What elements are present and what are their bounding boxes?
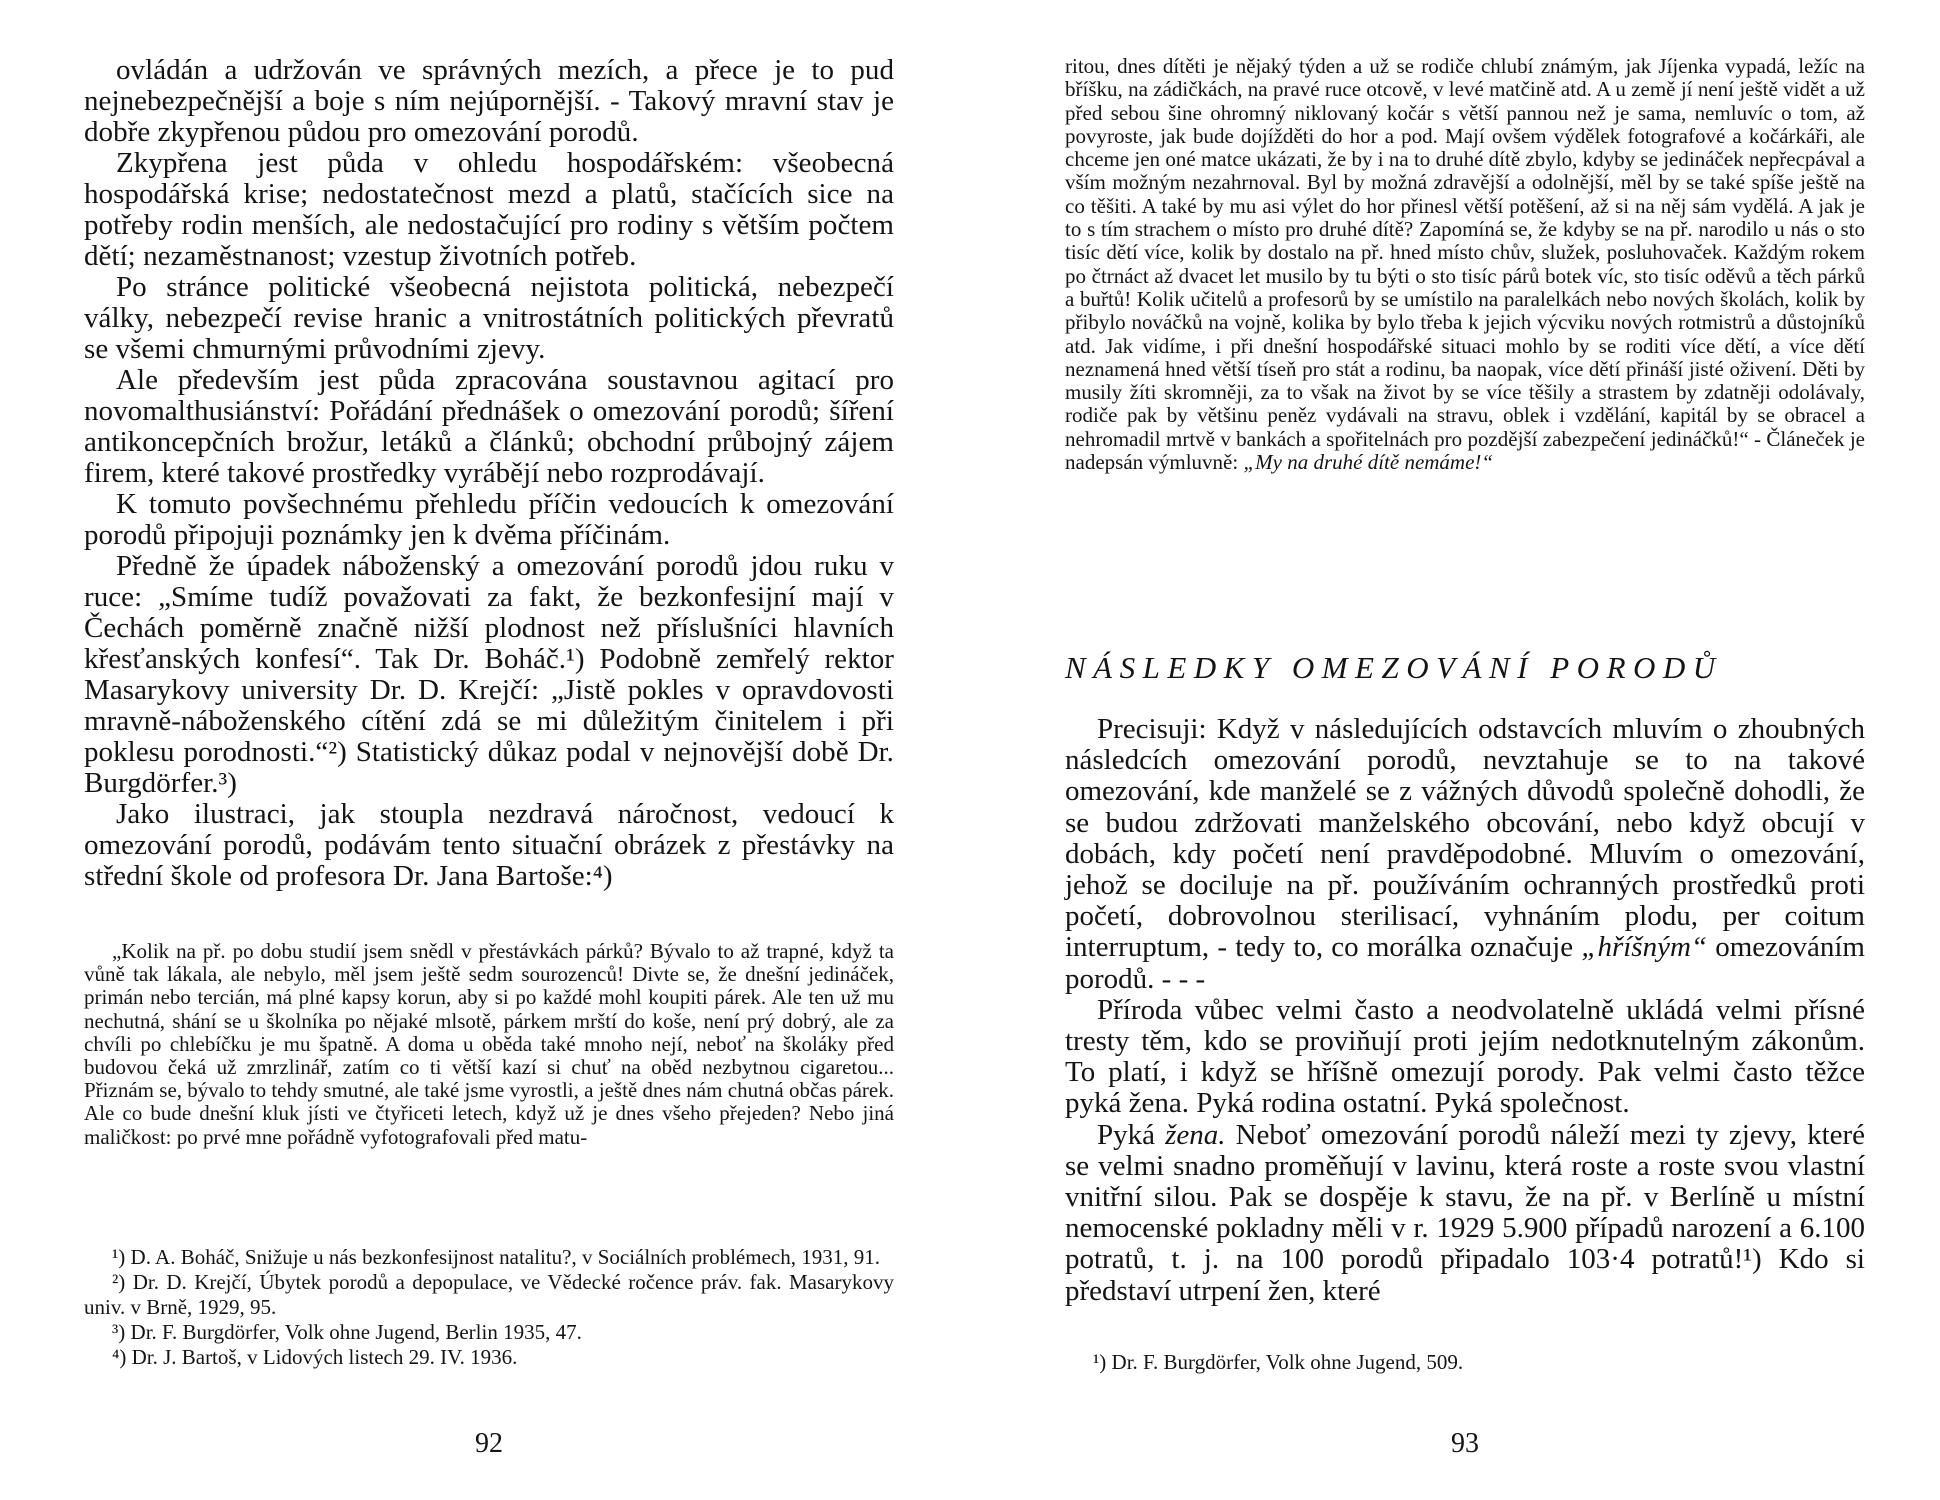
paragraph	[1065, 1120, 1865, 1307]
footnote: ³) Dr. F. Burgdörfer, Volk ohne Jugend, Berlin 1935, 47.	[112, 1320, 582, 1344]
page-number: 92	[475, 1428, 503, 1459]
paragraph: Po stránce politické všeobecná nejistota politická, nebezpečí války, nebezpečí revise hranic a vnitrostátních politických převratů se všemi chmurnými průvodními zjevy.	[84, 271, 894, 365]
paragraph: Ale především jest půda zpracována soustavnou agitací pro novomalthusiánství: Pořádání přednášek o omezování porodů; šíření antikoncepčních brožur, letáků a článků; obchodní průbojný zájem firem, které takové prostředky vyrábějí nebo rozprodávají.	[84, 364, 894, 489]
quote-paragraph	[1065, 55, 1865, 474]
emphasis: „hříšným“	[1581, 931, 1708, 964]
paragraph: Příroda vůbec velmi často a neodvolatelně ukládá velmi přísné tresty těm, kdo se proviňují proti jejím nedotknutelným zákonům. To platí, i když se hříšně omezují porody. Pak velmi často těžce pyká žena. Pyká rodina ostatní. Pyká společnost.	[1065, 993, 1865, 1120]
paragraph: K tomuto povšechnému přehledu příčin vedoucích k omezování porodů připojuji poznámky jen k dvěma příčinám.	[84, 488, 894, 551]
text-run: Pyká	[1097, 1118, 1155, 1151]
paragraph	[1065, 714, 1865, 995]
text-run: Precisuji: Když v následujících odstavcích mluvím o zhoubných následcích omezování porodů, nevztahuje se to na takové omezování, kde manželé se z vážných důvodů společně dohodli, že se budou zdržovati manželského obcování, nebo když obcují v dobách, kdy početí není pravděpodobné. Mluvím o omezování, jehož se dociluje na př. používáním ochranných prostředků proti početí, dobrovolnou sterilisací, vyhnáním plodu, per coitum interruptum, - tedy to, co morálka označuje	[1065, 713, 1865, 964]
right-page	[1065, 0, 1865, 1500]
block-quote	[84, 940, 894, 1149]
quote-paragraph: „Kolik na př. po dobu studií jsem snědl v přestávkách párků? Bývalo to až trapné, když ta vůně tak lákala, ale nebylo, měl jsem ještě sedm sourozenců! Divte se, že dnešní jedináček, primán nebo tercián, má plné kapsy korun, aby si po každé mohl koupiti párek. Ale ten už mu nechutná, shání se u školníka po nějaké mlsotě, párkem mrští do koše, není prý dobrý, ale za chvíli po chlebíčku je mu špatně. A doma u oběda také mnoho nejí, neboť na školáky před budovou čeká už zmrzlinář, zatím co ti větší kazí si chuť na oběd nezbytnou cigaretou... Přiznám se, bývalo to tehdy smutné, ale také jsme vyrostli, a ještě dnes nám chutná občas párek. Ale co bude dnešní kluk jísti ve čtyřiceti letech, když už je dnes všeho přejeden? Nebo jiná maličkost: po prvé mne pořádně vyfotografovali před matu-	[84, 939, 894, 1149]
footnotes	[1065, 1350, 1865, 1375]
emphasis: žena.	[1165, 1118, 1226, 1151]
right-main-text	[1065, 714, 1865, 1307]
paragraph: Zkypřena jest půda v ohledu hospodářském: všeobecná hospodářská krise; nedostatečnost mezd a platů, stačících sice na potřeby rodin menších, ale nedostačující pro rodiny s větším počtem dětí; nezaměstnanost; vzestup životních potřeb.	[84, 147, 894, 272]
footnote: ⁴) Dr. J. Bartoš, v Lidových listech 29. IV. 1936.	[112, 1345, 518, 1369]
page-number: 93	[1451, 1428, 1479, 1459]
chapter-title: NÁSLEDKY OMEZOVÁNÍ PORODŮ	[1065, 650, 1723, 685]
text-run: omezováním porodů. - - -	[1065, 931, 1865, 995]
left-page	[84, 0, 894, 1500]
footnotes	[84, 1245, 894, 1370]
footnote: ²) Dr. D. Krejčí, Úbytek porodů a depopulace, ve Vědecké ročence práv. fak. Masarykovy univ. v Brně, 1929, 95.	[84, 1270, 894, 1319]
text-run: Neboť omezování porodů náleží mezi ty zjevy, které se velmi snadno proměňují v lavinu, která roste a roste svou vlastní vnitřní silou. Pak se dospěje k stavu, že na př. v Berlíně u místní nemocenské pokladny měli v r. 1929 5.900 případů narození a 6.100 potratů, t. j. na 100 porodů připadalo 103·4 potratů!¹) Kdo si představí utrpení žen, které	[1065, 1118, 1866, 1307]
left-main-text	[84, 55, 894, 892]
footnote: ¹) D. A. Boháč, Snižuje u nás bezkonfesijnost natalitu?, v Sociálních problémech, 1931, 91.	[112, 1245, 880, 1269]
footnote: ¹) Dr. F. Burgdörfer, Volk ohne Jugend, 509.	[1093, 1350, 1464, 1374]
paragraph: Jako ilustraci, jak stoupla nezdravá náročnost, vedoucí k omezování porodů, podávám tento situační obrázek z přestávky na střední škole od profesora Dr. Jana Bartoše:⁴)	[84, 798, 894, 892]
paragraph: ovládán a udržován ve správných mezích, a přece je to pud nejnebezpečnější a boje s ním nejúpornější. - Takový mravní stav je dobře zkypřenou půdou pro omezování porodů.	[84, 54, 894, 148]
paragraph: Předně že úpadek náboženský a omezování porodů jdou ruku v ruce: „Smíme tudíž považovati za fakt, že bezkonfesijní mají v Čechách poměrně značně nižší plodnost než příslušníci hlavních křesťanských konfesí“. Tak Dr. Boháč.¹) Podobně zemřelý rektor Masarykovy university Dr. D. Krejčí: „Jistě pokles v opravdovosti mravně-náboženského cítění zdá se mi důležitým činitelem i při poklesu porodnosti.“²) Statistický důkaz podal v nejnovější době Dr. Burgdörfer.³)	[84, 550, 894, 799]
quote-title: „My na druhé dítě nemáme!“	[1243, 450, 1494, 475]
quote-text: ritou, dnes dítěti je nějaký týden a už se rodiče chlubí známým, jak Jíjenka vypadá, ležíc na bříšku, na zádičkách, na pravé ruce otcově, v levé matčině atd. A u země jí není ještě vidět a už před sebou šine ohromný niklovaný kočár s větší pannou než je sama, nemluvíc o tom, až povyroste, jak bude dojížděti do hor a pod. Mají ovšem výdělek fotografové a kočárkáři, ale chceme jen oné matce ukázati, že by i na to druhé dítě zbylo, kdyby se jedináček nepřecpával a vším možným nezahrnoval. Byl by možná zdravější a odolnější, měl by se také spíše ještě na co těšiti. A také by mu asi výlet do hor přinesl větší potěšení, až si na něj sám vydělá. A jak je to s tím strachem o místo pro druhé dítě? Zapomíná se, že kdyby se na př. narodilo u nás o sto tisíc dětí více, kolik by dostalo na př. hned místo chův, služek, posluhovaček. Každým rokem po čtrnáct až dvacet let musilo by tu býti o sto tisíc párů botek víc, sto tisíc oděvů a těch párků a buřtů! Kolik učitelů a profesorů by se umístilo na paralelkách nebo nových školách, kolik by přibylo nováčků na vojně, kolika by bylo třeba k jejich výcviku nových rotmistrů a důstojníků atd. Jak vidíme, i při dnešní hospodářské situaci mohlo by se roditi více dětí, a více dětí neznamená hned větší tíseň pro stát a rodinu, ba naopak, více dětí přináší jisté oživení. Děti by musily žíti skromněji, za to však na život by se více těšily a strastem by zdatněji odolávaly, rodiče pak by většinu peněz vydávali na stravu, oblek i vzdělání, kapitál by se obracel a nehromadil mrtvě v bankách a spořitelnách pro pozdější zabezpečení jedináčků!“ - Článeček je nadepsán výmluvně:	[1065, 54, 1865, 475]
block-quote-continued	[1065, 55, 1865, 474]
